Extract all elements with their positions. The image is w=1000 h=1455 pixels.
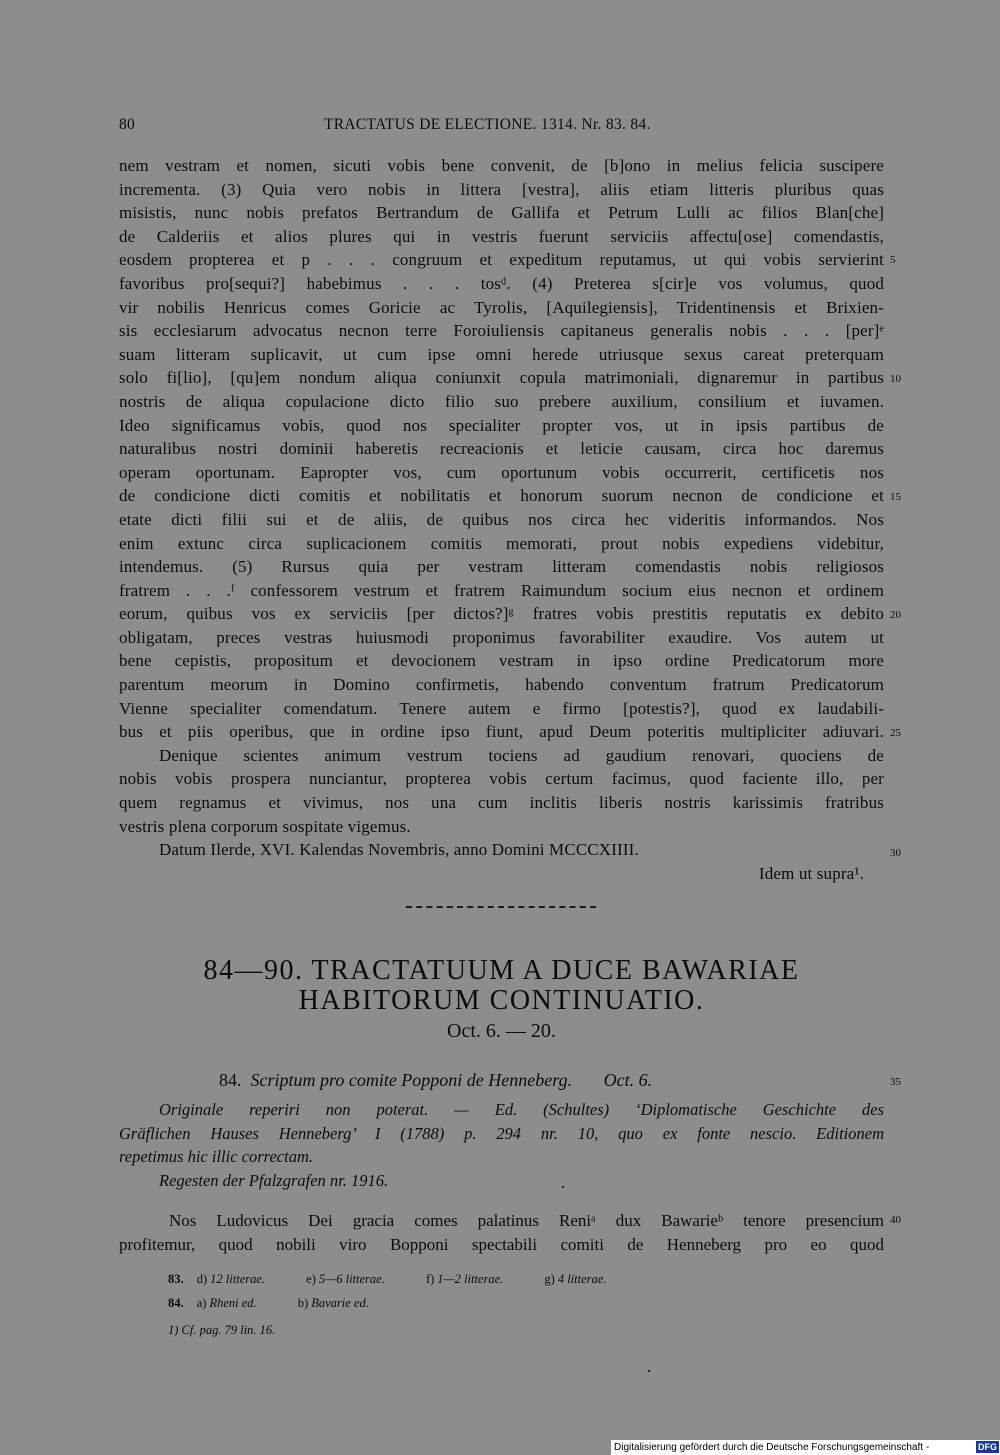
- footnote-group-number: 84.: [168, 1296, 184, 1310]
- section-title: [119, 956, 884, 1016]
- text-line: fratrem . . .ᶠ confessorem vestrum et fratrem Raimundum socium eius necnon et ordinem: [119, 580, 884, 600]
- source-notes: [119, 1098, 884, 1192]
- footnotes-83: [168, 1272, 644, 1287]
- line-number: 15: [890, 491, 901, 503]
- footnote-mark: e): [306, 1272, 316, 1286]
- footnote-text: 12 litterae.: [210, 1272, 266, 1286]
- text-line: parentum meorum in Domino confirmetis, habendo conventum fratrum Predicatorum: [119, 675, 884, 695]
- footnote-mark: b): [297, 1296, 309, 1310]
- text-line: misistis, nunc nobis prefatos Bertrandum de Gallifa et Petrum Lulli ac filios Blan[che]: [119, 203, 884, 223]
- section-date: Oct. 6. — 20.: [447, 1020, 556, 1042]
- text-line: nobis vobis prospera nunciantur, propterea vobis certum facimus, quod faciente illo, per: [119, 769, 884, 789]
- text-line: obligatam, preces vestras huiusmodi proponimus favorabiliter exaudire. Vos autem ut: [119, 627, 884, 647]
- line-number: 25: [890, 727, 901, 739]
- line-number: 35: [890, 1076, 901, 1088]
- dfg-logo: DFG: [978, 1442, 997, 1452]
- text-line: incrementa. (3) Quia vero nobis in littera [vestra], aliis etiam litteris pluribus quas: [119, 179, 884, 199]
- digitization-footer: [611, 1440, 1000, 1455]
- document-date: Oct. 6.: [603, 1070, 653, 1090]
- text-line: vir nobilis Henricus comes Goricie ac Tyrolis, [Aquilegiensis], Tridentinensis et Brixien-: [119, 297, 884, 317]
- line-number: 10: [890, 373, 901, 385]
- page-number: 80: [119, 116, 136, 133]
- footnote-text: Bavarie ed.: [311, 1296, 369, 1310]
- text-line: vestris plena corporum sospitate vigemus.: [119, 816, 411, 836]
- footnote-group-number: 83.: [168, 1272, 184, 1286]
- document-title: Scriptum pro comite Popponi de Henneberg.: [250, 1070, 573, 1090]
- section-title-line: 84—90. TRACTATUUM A DUCE BAWARIAE: [203, 955, 800, 986]
- text-line: Vienne specialiter comendatum. Tenere autem e firmo [potestis?], quod ex laudabili-: [119, 698, 884, 718]
- speck: [648, 1370, 650, 1372]
- text-line: naturalibus nostri dominii haberetis recreacionis et leticie causam, circa hoc daremus: [119, 439, 884, 459]
- line-number: 30: [890, 847, 901, 859]
- text-line: Ideo significamus vobis, quod nos specialiter propter vos, ut in ipsis partibus de: [119, 415, 884, 435]
- footnotes-84: [168, 1296, 407, 1311]
- footnote-text: 4 litterae.: [557, 1272, 607, 1286]
- footnote-mark: g): [544, 1272, 555, 1286]
- text-line: eosdem propterea et p . . . congruum et expeditum reputamus, ut qui vobis servierint: [119, 250, 884, 270]
- running-header: [119, 116, 884, 138]
- section-title-line: HABITORUM CONTINUATIO.: [298, 985, 705, 1016]
- document-number: 84.: [219, 1070, 242, 1090]
- dating-clause: Datum Ilerde, XVI. Kalendas Novembris, anno Domini MCCCXIIII.: [159, 840, 639, 860]
- document-heading: [219, 1070, 652, 1091]
- text-line: quem regnamus et vivimus, nos una cum inclitis liberis nostris karissimis fratribus: [119, 793, 884, 813]
- text-line: solo fi[lio], [qu]em nondum aliqua coniunxit copula matrimoniali, dignaremur in partibus: [119, 368, 884, 388]
- text-line: Nos Ludovicus Dei gracia comes palatinus Reniᵃ dux Bawarieᵇ tenore presencium: [169, 1211, 884, 1230]
- text-line: nem vestram et nomen, sicuti vobis bene convenit, de [b]ono in melius felicia suscipere: [119, 156, 884, 175]
- speck: [562, 1186, 564, 1188]
- footnote-reference: 1) Cf. pag. 79 lin. 16.: [168, 1323, 276, 1337]
- line-number: 20: [890, 609, 901, 621]
- main-text: [119, 154, 884, 885]
- footnote-mark: f): [425, 1272, 435, 1286]
- text-line: bus et piis operibus, que in ordine ipso fiunt, apud Deum poteritis multipliciter adiuvari.: [119, 722, 884, 742]
- section-separator: [406, 906, 596, 910]
- footnote-text: Rheni ed.: [209, 1296, 257, 1310]
- note-line: Regesten der Pfalzgrafen nr. 1916.: [159, 1170, 389, 1190]
- text-line: favoribus pro[sequi?] habebimus . . . tosᵈ. (4) Preterea s[cir]e vos volumus, quod: [119, 273, 884, 293]
- text-line: nostris de aliqua copulacione dicto filio suo prebere auxilium, consilium et iuvamen.: [119, 391, 884, 411]
- text-line: suam litteram suplicavit, ut cum ipse omni herede utriusque sexus careat preterquam: [119, 344, 884, 364]
- note-line: repetimus hic illic correctam.: [119, 1147, 313, 1167]
- text-line: sis ecclesiarum advocatus necnon terre Foroiuliensis capitaneus generalis nobis . . . [per]ᵉ: [119, 321, 884, 341]
- text-line: etate dicti filii sui et de aliis, de quibus nos circa hec videritis informandos. Nos: [119, 509, 884, 529]
- footnote-text: 5—6 litterae.: [318, 1272, 385, 1286]
- footnote-text: 1—2 litterae.: [437, 1272, 504, 1286]
- line-number: 5: [890, 254, 896, 266]
- line-number: 40: [890, 1214, 901, 1226]
- footer-text: Digitalisierung gefördert durch die Deutsche Forschungsgemeinschaft -: [614, 1442, 930, 1453]
- text-line: intendemus. (5) Rursus quia per vestram litteram comendastis nobis religiosos: [119, 557, 884, 577]
- text-line: enim extunc circa suplicacionem comitis memorati, prout nobis expediens videbitur,: [119, 533, 884, 553]
- footnote-mark: d): [196, 1272, 208, 1286]
- text-line: eorum, quibus vos ex serviciis [per dictos?]ᵍ fratres vobis prestitis reputatis ex debito: [119, 604, 884, 624]
- text-line: bene cepistis, propositum et devocionem vestram in ipso ordine Predicatorum more: [119, 651, 884, 671]
- document-text: [119, 1209, 884, 1256]
- note-line: Gräflichen Hauses Henneberg’ I (1788) p. 294 nr. 10, quo ex fonte nescio. Editionem: [119, 1123, 884, 1143]
- running-title: TRACTATUS DE ELECTIONE. 1314. Nr. 83. 84.: [324, 116, 651, 133]
- footnote-mark: a): [196, 1296, 207, 1310]
- text-line: Denique scientes animum vestrum tociens ad gaudium renovari, quociens de: [159, 745, 884, 765]
- note-line: Originale reperiri non poterat. — Ed. (Schultes) ‘Diplomatische Geschichte des: [159, 1100, 884, 1119]
- text-line: operam oportunam. Eapropter vos, cum oportunum vobis occurrerit, certificetis nos: [119, 462, 884, 482]
- text-line: de condicione dicti comitis et nobilitatis et honorum suorum necnon de condicione et: [119, 486, 884, 506]
- text-line: profitemur, quod nobili viro Bopponi spectabili comiti de Henneberg pro eo quod: [119, 1234, 884, 1254]
- text-line: de Calderiis et alios plures qui in vestris fuerunt serviciis affectu[ose] comendastis,: [119, 226, 884, 246]
- signature-note: Idem ut supra¹.: [758, 863, 864, 883]
